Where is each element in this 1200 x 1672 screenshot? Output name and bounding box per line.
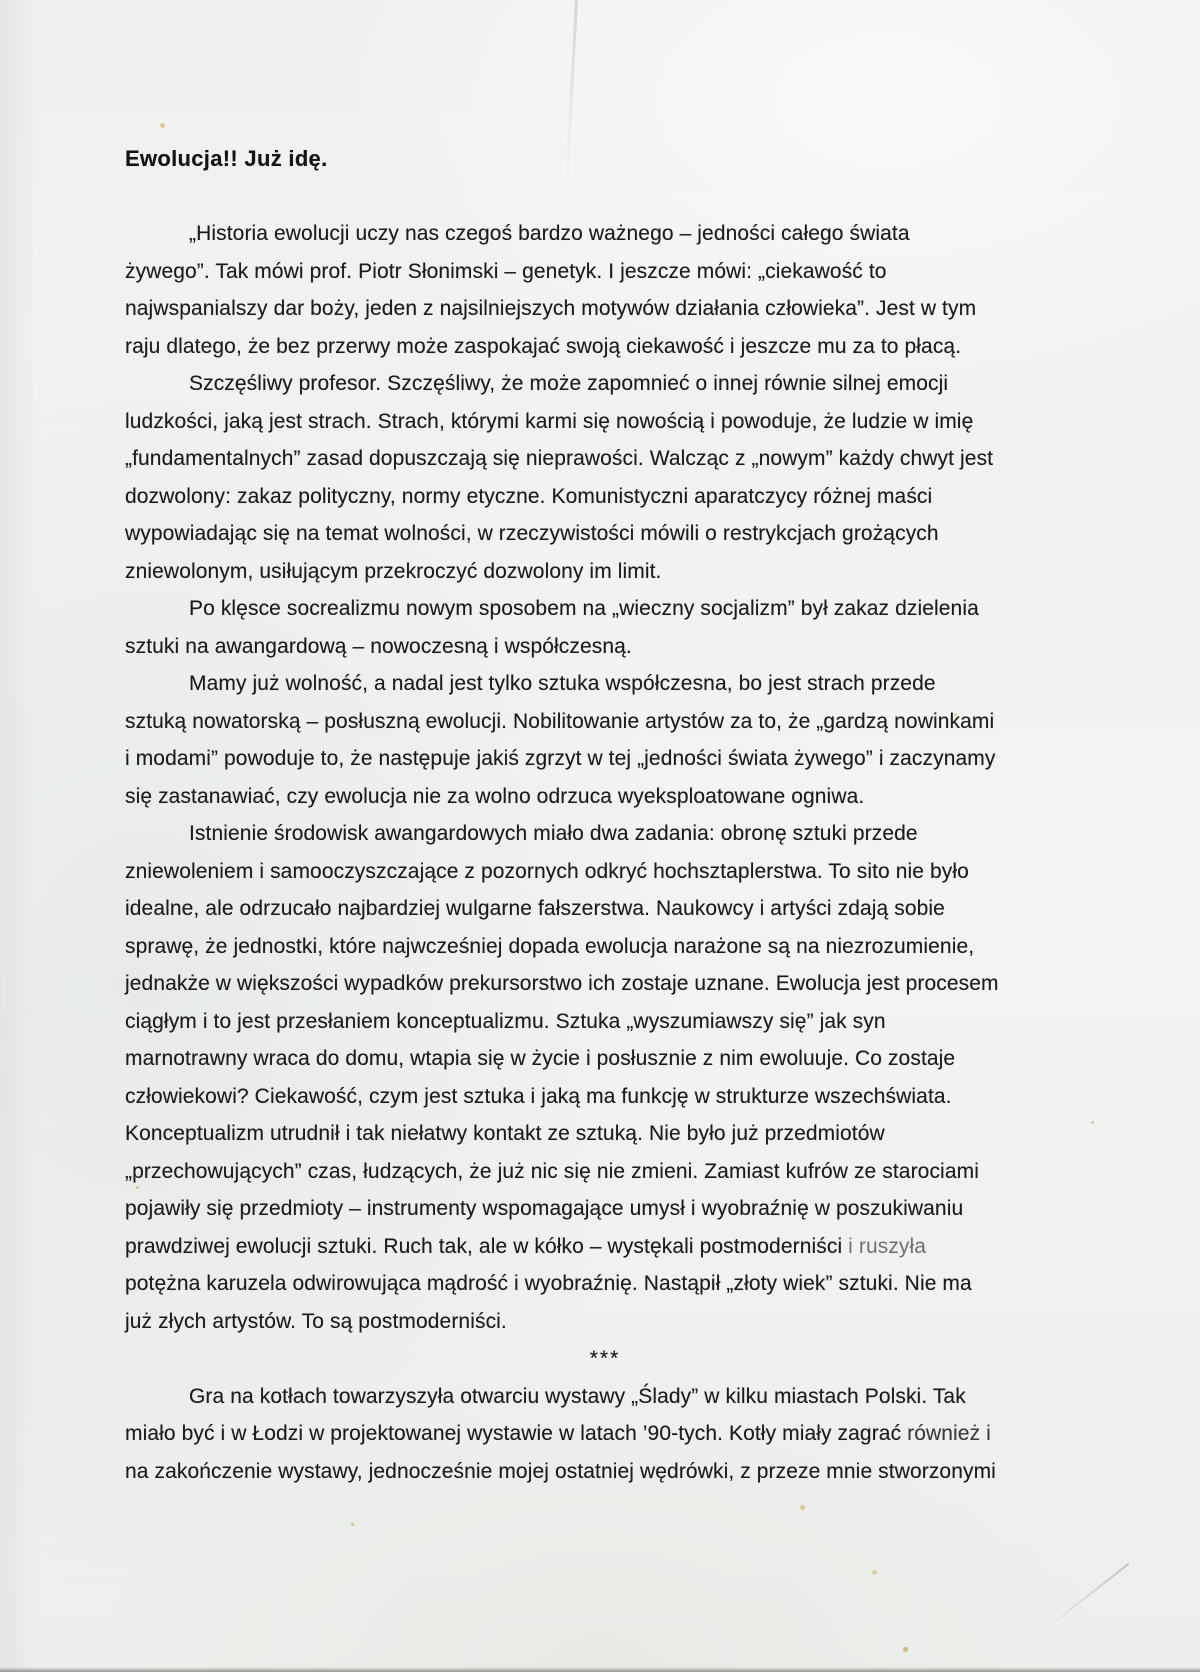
- paragraph: [125, 665, 1085, 815]
- text-line: ludzkości, jaką jest strach. Strach, którymi karmi się nowością i powoduje, że ludzie w imię: [125, 409, 974, 433]
- text-line: Mamy już wolność, a nadal jest tylko sztuka współczesna, bo jest strach przede: [189, 672, 936, 695]
- text-line: pojawiły się przedmioty – instrumenty wspomagające umysł i wyobraźnię w poszukiwaniu: [125, 1197, 964, 1220]
- text-line: Istnienie środowisk awangardowych miało dwa zadania: obronę sztuki przede: [189, 822, 918, 845]
- text-line: ***: [589, 1347, 621, 1370]
- text-line: potężna karuzela odwirowująca mądrość i wyobraźnię. Nastąpił „złoty wiek” sztuki. Nie ma: [125, 1272, 972, 1295]
- paragraphs-container: [125, 215, 1085, 1490]
- paper-specks: [160, 123, 165, 128]
- paragraph: [125, 215, 1085, 365]
- paragraph: [125, 1340, 1085, 1378]
- text-line: „Historia ewolucji uczy nas czegoś bardzo ważnego – jedności całego świata: [189, 222, 910, 245]
- text-line: i modami” powoduje to, że następuje jakiś zgrzyt w tej „jedności świata żywego” i zaczynamy: [125, 747, 996, 770]
- text-line: Po klęsce socrealizmu nowym sposobem na „wieczny socjalizm” był zakaz dzielenia: [189, 597, 979, 620]
- text-line: sztuką nowatorską – posłuszną ewolucji. Nobilitowanie artystów za to, że „gardzą nowinkami: [125, 709, 995, 733]
- document-text-block: [125, 140, 1085, 1490]
- text-line: raju dlatego, że bez przerwy może zaspokajać swoją ciekawość i jeszcze mu za to płacą.: [125, 334, 962, 358]
- text-line: już złych artystów. To są postmoderniści.: [125, 1309, 507, 1333]
- text-line: „przechowujących” czas, łudzących, że już nic się nie zmieni. Zamiast kufrów ze starociami: [125, 1159, 979, 1183]
- text-line: [125, 1415, 1085, 1453]
- text-segment: prawdziwej ewolucji sztuki. Ruch tak, ale w kółko – wystękali postmoderniści: [125, 1234, 849, 1258]
- text-line: zniewolonym, usiłującym przekroczyć dozwolony im limit.: [125, 559, 662, 583]
- text-line: Gra na kotłach towarzyszyła otwarciu wystawy „Ślady” w kilku miastach Polski. Tak: [189, 1384, 966, 1408]
- text-line: Konceptualizm utrudnił i tak niełatwy kontakt ze sztuką. Nie było już przedmiotów: [125, 1122, 885, 1145]
- text-line: jednakże w większości wypadków prekursorstwo ich zostaje uznane. Ewolucja jest procesem: [125, 972, 999, 995]
- scan-bottom-edge: [0, 1667, 1200, 1672]
- document-title: Ewolucja!! Już idę.: [125, 146, 328, 171]
- text-line: sztuki na awangardową – nowoczesną i współczesną.: [125, 634, 632, 658]
- text-line: [125, 1228, 1085, 1266]
- text-line: wypowiadając się na temat wolności, w rzeczywistości mówili o restrykcjach grożących: [125, 522, 939, 545]
- text-line: sprawę, że jednostki, które najwcześniej dopada ewolucja narażone są na niezrozumienie,: [125, 934, 975, 958]
- text-line: człowiekowi? Ciekawość, czym jest sztuka i jaką ma funkcję w strukturze wszechświata.: [125, 1084, 952, 1108]
- faded-text-segment: i ruszyła: [848, 1234, 927, 1258]
- text-line: zniewoleniem i samooczyszczające z pozornych odkryć hochsztaplerstwa. To sito nie było: [125, 859, 969, 883]
- text-line: się zastanawiać, czy ewolucja nie za wolno odrzuca wyeksploatowane ogniwa.: [125, 784, 865, 808]
- text-line: „fundamentalnych” zasad dopuszczają się nieprawości. Walcząc z „nowym” każdy chwyt jest: [125, 447, 994, 470]
- paragraph: [125, 590, 1085, 665]
- paper-crease-bottom-right: [1046, 1563, 1130, 1629]
- text-line: najwspanialszy dar boży, jeden z najsilniejszych motywów działania człowieka”. Jest w tym: [125, 297, 977, 320]
- faded-text-segment: również i: [907, 1422, 991, 1445]
- text-line: marnotrawny wraca do domu, wtapia się w życie i posłusznie z nim ewoluuje. Co zostaje: [125, 1047, 956, 1070]
- text-line: dozwolony: zakaz polityczny, normy etyczne. Komunistyczni aparatczycy różnej maści: [125, 484, 933, 508]
- paragraph: [125, 815, 1085, 1340]
- text-line: ciągłym i to jest przesłaniem konceptualizmu. Sztuka „wyszumiawszy się” jak syn: [125, 1009, 886, 1033]
- text-line: idealne, ale odrzucało najbardziej wulgarne fałszerstwa. Naukowcy i artyści zdają sobie: [125, 897, 945, 920]
- text-line: na zakończenie wystawy, jednocześnie mojej ostatniej wędrówki, z przeze mnie stworzonymi: [125, 1459, 996, 1483]
- paragraph: [125, 365, 1085, 590]
- paragraph: [125, 1378, 1085, 1491]
- text-line: żywego”. Tak mówi prof. Piotr Słonimski – genetyk. I jeszcze mówi: „ciekawość to: [125, 259, 887, 283]
- text-line: Szczęśliwy profesor. Szczęśliwy, że może zapomnieć o innej równie silnej emocji: [189, 372, 949, 395]
- text-segment: miało być i w Łodzi w projektowanej wystawie w latach ’90-tych. Kotły miały zagrać: [125, 1422, 908, 1445]
